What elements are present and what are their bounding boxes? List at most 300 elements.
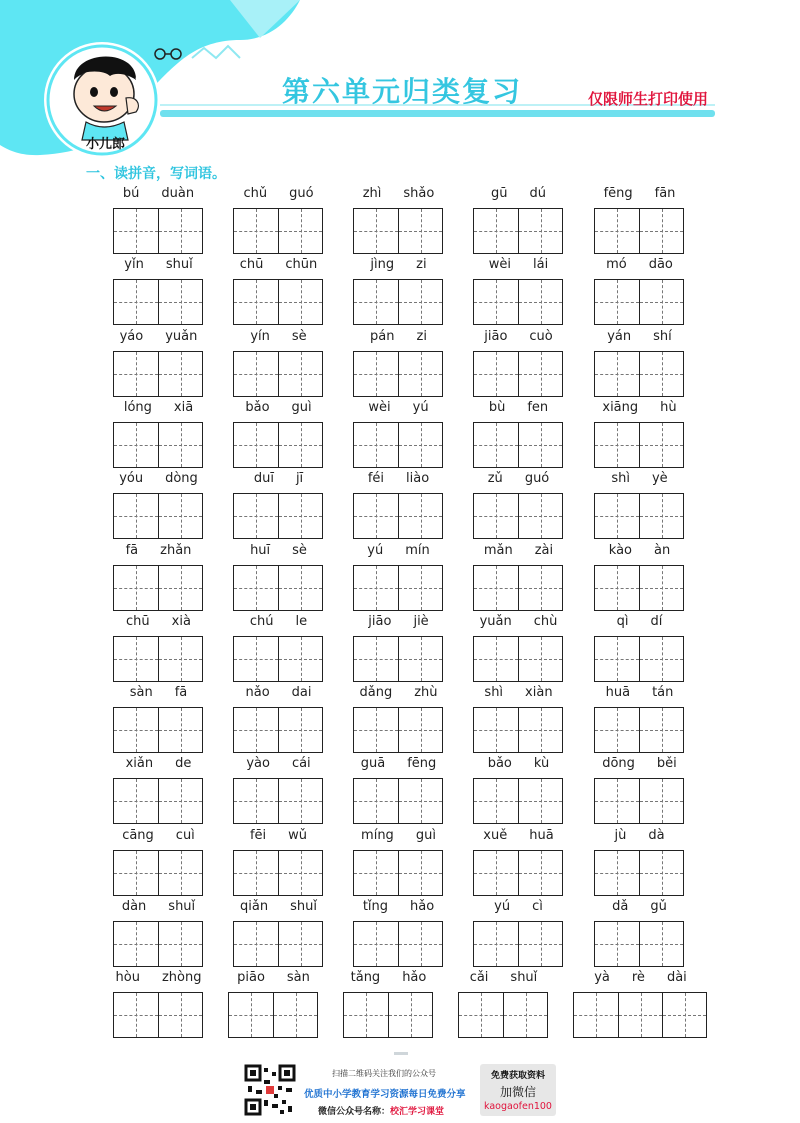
pinyin-label [233, 899, 324, 917]
writing-cell[interactable] [234, 423, 278, 467]
writing-cell[interactable] [518, 280, 562, 324]
pinyin-label [473, 828, 564, 846]
pinyin-syllable: chù [533, 613, 558, 629]
writing-boxes[interactable] [473, 850, 563, 896]
pinyin-syllable: dú [529, 186, 546, 201]
pinyin-syllable: kù [533, 756, 550, 772]
writing-cell[interactable] [114, 423, 158, 467]
writing-cell[interactable] [354, 423, 398, 467]
writing-cell[interactable] [518, 423, 562, 467]
writing-boxes[interactable] [473, 565, 563, 611]
pinyin-label [113, 685, 204, 703]
writing-cell[interactable] [344, 993, 388, 1037]
pinyin-syllable: shì [484, 685, 504, 701]
word-item [353, 471, 444, 540]
writing-cell[interactable] [234, 851, 278, 895]
writing-boxes[interactable] [473, 778, 563, 824]
writing-boxes[interactable] [113, 279, 203, 325]
writing-boxes[interactable] [113, 778, 203, 824]
writing-cell[interactable] [158, 779, 202, 823]
word-item [113, 257, 204, 326]
writing-boxes[interactable] [353, 422, 443, 468]
writing-cell[interactable] [114, 922, 158, 966]
writing-boxes[interactable] [113, 992, 203, 1038]
word-item [233, 257, 324, 326]
writing-cell[interactable] [518, 851, 562, 895]
writing-cell[interactable] [459, 993, 503, 1037]
writing-cell[interactable] [474, 280, 518, 324]
word-item [594, 329, 685, 398]
writing-boxes[interactable] [353, 351, 443, 397]
pinyin-syllable: duàn [161, 186, 195, 201]
writing-cell[interactable] [158, 280, 202, 324]
writing-boxes[interactable] [113, 850, 203, 896]
writing-boxes[interactable] [473, 921, 563, 967]
writing-cell[interactable] [474, 637, 518, 681]
writing-boxes[interactable] [113, 493, 203, 539]
pinyin-syllable: guó [289, 186, 314, 201]
writing-boxes[interactable] [594, 850, 684, 896]
pinyin-label [233, 756, 324, 774]
writing-boxes[interactable] [113, 921, 203, 967]
word-item [473, 828, 564, 897]
pinyin-label [594, 899, 685, 917]
pinyin-label [113, 471, 204, 489]
pinyin-label [113, 899, 204, 917]
word-item [473, 899, 564, 968]
writing-cell[interactable] [474, 779, 518, 823]
word-item [473, 257, 564, 326]
pinyin-syllable: jiāo [368, 613, 392, 629]
writing-boxes[interactable] [473, 493, 563, 539]
writing-boxes[interactable] [594, 707, 684, 753]
writing-boxes[interactable] [353, 493, 443, 539]
writing-cell[interactable] [639, 851, 683, 895]
writing-cell[interactable] [398, 708, 442, 752]
pinyin-label [353, 543, 444, 561]
writing-cell[interactable] [474, 851, 518, 895]
word-item [233, 329, 324, 398]
writing-cell[interactable] [639, 209, 683, 253]
word-item [233, 828, 324, 897]
word-item [594, 186, 685, 255]
writing-cell[interactable] [354, 352, 398, 396]
writing-cell[interactable] [398, 352, 442, 396]
pinyin-label [233, 257, 324, 275]
writing-cell[interactable] [398, 423, 442, 467]
writing-cell[interactable] [618, 993, 662, 1037]
writing-boxes[interactable] [473, 208, 563, 254]
pinyin-syllable: shuǐ [165, 257, 193, 273]
writing-cell[interactable] [639, 352, 683, 396]
pinyin-label [573, 970, 708, 988]
pinyin-syllable: cái [291, 756, 311, 772]
writing-cell[interactable] [639, 922, 683, 966]
writing-cell[interactable] [398, 566, 442, 610]
writing-boxes[interactable] [233, 351, 323, 397]
writing-cell[interactable] [639, 779, 683, 823]
writing-cell[interactable] [278, 708, 322, 752]
writing-boxes[interactable] [233, 208, 323, 254]
writing-cell[interactable] [354, 280, 398, 324]
writing-cell[interactable] [518, 708, 562, 752]
writing-boxes[interactable] [233, 921, 323, 967]
writing-cell[interactable] [234, 779, 278, 823]
writing-cell[interactable] [595, 494, 639, 538]
writing-cell[interactable] [354, 708, 398, 752]
writing-cell[interactable] [114, 280, 158, 324]
writing-boxes[interactable] [353, 850, 443, 896]
writing-boxes[interactable] [233, 493, 323, 539]
writing-cell[interactable] [278, 209, 322, 253]
pinyin-syllable: hòu [115, 970, 140, 986]
writing-boxes[interactable] [113, 636, 203, 682]
word-item [353, 186, 444, 255]
pinyin-label [233, 329, 324, 347]
section-title: 一、读拼音，写词语。 [86, 166, 226, 182]
writing-boxes[interactable] [113, 422, 203, 468]
writing-cell[interactable] [595, 779, 639, 823]
writing-cell[interactable] [273, 993, 317, 1037]
pinyin-syllable: yà [594, 970, 610, 986]
writing-boxes[interactable] [573, 992, 707, 1038]
writing-boxes[interactable] [353, 707, 443, 753]
pinyin-syllable: fēi [249, 827, 267, 843]
writing-cell[interactable] [398, 494, 442, 538]
writing-cell[interactable] [639, 494, 683, 538]
writing-cell[interactable] [354, 209, 398, 253]
avatar-label: 小儿郎 [86, 137, 126, 152]
pinyin-syllable: hǎo [410, 899, 435, 914]
writing-cell[interactable] [114, 779, 158, 823]
pinyin-syllable: xiāng [602, 399, 639, 415]
pinyin-label [228, 970, 319, 988]
pinyin-syllable: de [175, 756, 192, 772]
writing-cell[interactable] [518, 566, 562, 610]
pinyin-syllable: guó [524, 471, 550, 487]
badge-line-2: 加微信 [499, 1085, 536, 1099]
word-item [353, 685, 444, 754]
writing-boxes[interactable] [473, 351, 563, 397]
writing-boxes[interactable] [594, 279, 684, 325]
word-item [473, 471, 564, 540]
writing-boxes[interactable] [353, 636, 443, 682]
writing-cell[interactable] [158, 423, 202, 467]
pinyin-syllable: běi [656, 756, 677, 772]
pinyin-syllable: yào [246, 756, 270, 772]
pinyin-label [113, 543, 204, 561]
writing-cell[interactable] [114, 352, 158, 396]
writing-boxes[interactable] [594, 422, 684, 468]
writing-cell[interactable] [398, 851, 442, 895]
pinyin-label [473, 614, 564, 632]
writing-boxes[interactable] [473, 279, 563, 325]
pinyin-syllable: yè [651, 471, 668, 487]
writing-cell[interactable] [114, 566, 158, 610]
writing-cell[interactable] [518, 922, 562, 966]
page-title: 第六单元归类复习 [282, 75, 523, 108]
writing-cell[interactable] [518, 637, 562, 681]
writing-cell[interactable] [114, 637, 158, 681]
pinyin-syllable: guā [360, 756, 386, 772]
pinyin-syllable: cì [532, 899, 543, 914]
pinyin-syllable: chū [239, 257, 264, 273]
pinyin-syllable: cǎi [469, 970, 489, 986]
pinyin-syllable: shì [611, 471, 630, 487]
pinyin-syllable: fēng [603, 186, 633, 201]
writing-cell[interactable] [278, 494, 322, 538]
word-item [113, 828, 204, 897]
writing-cell[interactable] [278, 352, 322, 396]
writing-cell[interactable] [518, 779, 562, 823]
word-item [473, 756, 564, 825]
writing-boxes[interactable] [473, 707, 563, 753]
word-item [594, 614, 685, 683]
pinyin-label [353, 685, 444, 703]
writing-cell[interactable] [278, 851, 322, 895]
pinyin-syllable: chūn [285, 257, 318, 273]
writing-cell[interactable] [234, 352, 278, 396]
writing-cell[interactable] [158, 708, 202, 752]
writing-boxes[interactable] [233, 279, 323, 325]
writing-cell[interactable] [354, 779, 398, 823]
writing-cell[interactable] [474, 708, 518, 752]
pinyin-syllable: qì [616, 613, 629, 629]
writing-cell[interactable] [158, 993, 202, 1037]
writing-cell[interactable] [114, 993, 158, 1037]
writing-boxes[interactable] [228, 992, 318, 1038]
pinyin-syllable: dòng [165, 471, 198, 487]
writing-boxes[interactable] [113, 707, 203, 753]
writing-cell[interactable] [518, 209, 562, 253]
pinyin-syllable: àn [654, 542, 671, 558]
writing-cell[interactable] [278, 637, 322, 681]
qr-code-icon [244, 1064, 296, 1116]
pinyin-label [233, 828, 324, 846]
writing-cell[interactable] [639, 280, 683, 324]
writing-boxes[interactable] [594, 921, 684, 967]
writing-cell[interactable] [114, 708, 158, 752]
writing-boxes[interactable] [594, 351, 684, 397]
writing-cell[interactable] [234, 209, 278, 253]
writing-cell[interactable] [398, 280, 442, 324]
writing-cell[interactable] [474, 566, 518, 610]
writing-cell[interactable] [398, 779, 442, 823]
writing-cell[interactable] [278, 566, 322, 610]
pinyin-label [473, 400, 564, 418]
writing-cell[interactable] [234, 280, 278, 324]
word-item [353, 899, 444, 968]
pinyin-label [233, 614, 324, 632]
writing-cell[interactable] [518, 494, 562, 538]
writing-boxes[interactable] [113, 208, 203, 254]
writing-cell[interactable] [114, 209, 158, 253]
writing-boxes[interactable] [233, 707, 323, 753]
writing-cell[interactable] [474, 423, 518, 467]
writing-cell[interactable] [639, 708, 683, 752]
writing-boxes[interactable] [353, 778, 443, 824]
writing-cell[interactable] [595, 352, 639, 396]
pinyin-syllable: jī [295, 471, 304, 487]
writing-cell[interactable] [574, 993, 618, 1037]
pinyin-syllable: gū [491, 186, 508, 201]
writing-cell[interactable] [234, 637, 278, 681]
writing-cell[interactable] [595, 280, 639, 324]
writing-cell[interactable] [354, 494, 398, 538]
writing-cell[interactable] [354, 851, 398, 895]
pinyin-syllable: jiè [413, 613, 429, 629]
word-item [233, 186, 324, 255]
word-item [113, 186, 204, 255]
writing-boxes[interactable] [594, 493, 684, 539]
pinyin-label [473, 471, 564, 489]
writing-cell[interactable] [234, 708, 278, 752]
writing-boxes[interactable] [233, 422, 323, 468]
writing-cell[interactable] [595, 423, 639, 467]
writing-boxes[interactable] [233, 850, 323, 896]
writing-cell[interactable] [234, 566, 278, 610]
word-item [473, 400, 564, 469]
writing-boxes[interactable] [233, 636, 323, 682]
writing-cell[interactable] [158, 209, 202, 253]
pinyin-label [594, 186, 685, 204]
writing-cell[interactable] [354, 566, 398, 610]
pinyin-label [353, 614, 444, 632]
writing-cell[interactable] [398, 922, 442, 966]
writing-cell[interactable] [114, 851, 158, 895]
pinyin-syllable: dāo [648, 257, 673, 273]
pinyin-label [594, 329, 685, 347]
writing-cell[interactable] [229, 993, 273, 1037]
word-item [458, 970, 549, 1039]
pinyin-syllable: chú [249, 613, 274, 629]
writing-boxes[interactable] [113, 565, 203, 611]
writing-cell[interactable] [354, 922, 398, 966]
pinyin-syllable: shuǐ [510, 970, 538, 986]
writing-cell[interactable] [595, 566, 639, 610]
word-item [233, 756, 324, 825]
writing-cell[interactable] [278, 922, 322, 966]
writing-cell[interactable] [595, 708, 639, 752]
writing-cell[interactable] [595, 922, 639, 966]
writing-boxes[interactable] [353, 921, 443, 967]
pinyin-syllable: wǔ [288, 827, 308, 843]
writing-cell[interactable] [388, 993, 432, 1037]
writing-boxes[interactable] [353, 208, 443, 254]
pinyin-label [233, 543, 324, 561]
writing-cell[interactable] [639, 637, 683, 681]
pinyin-syllable: lóng [123, 399, 152, 415]
pinyin-label [594, 756, 685, 774]
writing-boxes[interactable] [594, 636, 684, 682]
writing-boxes[interactable] [458, 992, 548, 1038]
writing-cell[interactable] [158, 566, 202, 610]
writing-cell[interactable] [474, 494, 518, 538]
pinyin-syllable: huā [529, 827, 554, 843]
pinyin-syllable: duī [253, 471, 274, 487]
writing-cell[interactable] [278, 280, 322, 324]
writing-cell[interactable] [158, 637, 202, 681]
word-item [594, 756, 685, 825]
pinyin-syllable: sè [292, 542, 307, 558]
writing-cell[interactable] [354, 637, 398, 681]
pinyin-syllable: yán [607, 328, 632, 344]
writing-cell[interactable] [158, 922, 202, 966]
writing-cell[interactable] [639, 566, 683, 610]
pinyin-syllable: sàn [286, 970, 310, 986]
pinyin-syllable: shuǐ [168, 899, 196, 914]
writing-boxes[interactable] [594, 565, 684, 611]
writing-boxes[interactable] [353, 565, 443, 611]
pinyin-label [594, 614, 685, 632]
word-item [228, 970, 319, 1039]
word-item [594, 828, 685, 897]
pinyin-syllable: dài [666, 970, 687, 986]
writing-boxes[interactable] [233, 778, 323, 824]
writing-cell[interactable] [474, 352, 518, 396]
writing-boxes[interactable] [353, 279, 443, 325]
writing-cell[interactable] [595, 637, 639, 681]
word-item [233, 543, 324, 612]
pinyin-label [353, 471, 444, 489]
writing-cell[interactable] [158, 494, 202, 538]
pinyin-syllable: cuì [175, 827, 195, 843]
footer-account-name: 校汇学习课堂 [390, 1107, 445, 1117]
writing-cell[interactable] [639, 423, 683, 467]
writing-cell[interactable] [234, 494, 278, 538]
pinyin-syllable: bú [122, 186, 140, 201]
writing-boxes[interactable] [473, 636, 563, 682]
writing-cell[interactable] [398, 637, 442, 681]
pinyin-syllable: bù [488, 399, 506, 415]
pinyin-syllable: zi [416, 328, 427, 344]
writing-boxes[interactable] [233, 565, 323, 611]
writing-cell[interactable] [503, 993, 547, 1037]
writing-cell[interactable] [398, 209, 442, 253]
writing-cell[interactable] [474, 209, 518, 253]
writing-cell[interactable] [662, 993, 706, 1037]
writing-boxes[interactable] [113, 351, 203, 397]
pinyin-syllable: cāng [122, 827, 154, 843]
writing-cell[interactable] [278, 423, 322, 467]
pinyin-syllable: gǔ [650, 899, 667, 914]
page-number-mark [394, 1052, 408, 1055]
writing-cell[interactable] [158, 352, 202, 396]
pinyin-label [353, 400, 444, 418]
pinyin-syllable: bǎo [487, 756, 512, 772]
writing-cell[interactable] [158, 851, 202, 895]
writing-cell[interactable] [595, 851, 639, 895]
word-item [473, 543, 564, 612]
writing-cell[interactable] [234, 922, 278, 966]
writing-cell[interactable] [474, 922, 518, 966]
writing-boxes[interactable] [343, 992, 433, 1038]
pinyin-syllable: pán [370, 328, 395, 344]
writing-boxes[interactable] [594, 208, 684, 254]
writing-cell[interactable] [114, 494, 158, 538]
writing-boxes[interactable] [594, 778, 684, 824]
pinyin-syllable: tán [652, 685, 674, 701]
word-item [594, 685, 685, 754]
pinyin-label [113, 400, 204, 418]
writing-cell[interactable] [278, 779, 322, 823]
word-item [353, 828, 444, 897]
writing-cell[interactable] [595, 209, 639, 253]
word-item [233, 400, 324, 469]
writing-cell[interactable] [518, 352, 562, 396]
writing-boxes[interactable] [473, 422, 563, 468]
pinyin-label [113, 614, 204, 632]
